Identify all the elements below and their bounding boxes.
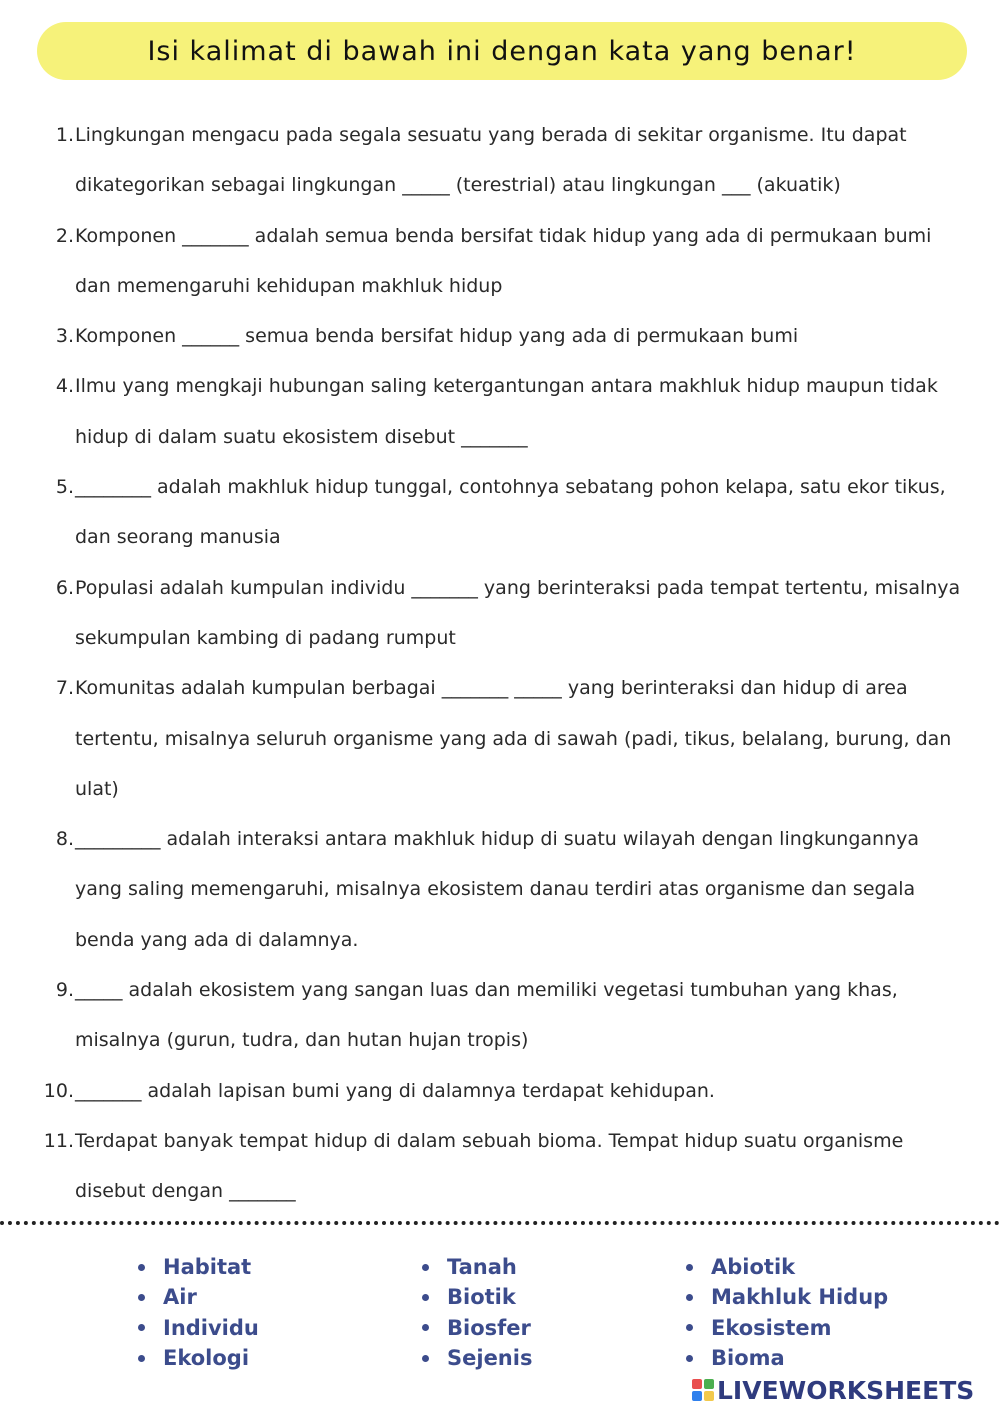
word-bank-word: Bioma <box>711 1345 785 1370</box>
question-text: Komunitas adalah kumpulan berbagai _______ _____ yang berinteraksi dan hidup di area tertentu, misalnya seluruh organisme yang ada di sawah (padi, tikus, belalang, burung, dan ulat) <box>75 677 952 800</box>
word-bank-item <box>138 1252 259 1282</box>
question-text: Lingkungan mengacu pada segala sesuatu yang berada di sekitar organisme. Itu dapat dikategorikan sebagai lingkungan _____ (terestrial) atau lingkungan ___ (akuatik) <box>75 124 907 197</box>
question-number: 5. <box>55 476 74 499</box>
dotted-divider <box>0 1221 1000 1225</box>
title-banner <box>37 22 967 80</box>
question-item <box>40 311 970 361</box>
liveworksheets-logo <box>692 1374 974 1406</box>
bullet-icon <box>686 1324 693 1331</box>
bullet-icon <box>138 1264 145 1271</box>
question-number: 8. <box>55 828 74 851</box>
question-number: 4. <box>55 375 74 398</box>
question-item <box>40 563 970 664</box>
word-bank-column <box>686 1252 888 1373</box>
question-text: _______ adalah lapisan bumi yang di dalamnya terdapat kehidupan. <box>75 1079 715 1102</box>
word-bank-item <box>686 1252 888 1282</box>
word-bank-item <box>686 1343 888 1373</box>
word-bank-word: Abiotik <box>711 1255 796 1279</box>
page-title: Isi kalimat di bawah ini dengan kata yang benar! <box>147 35 857 67</box>
word-bank-word: Air <box>163 1285 197 1310</box>
question-text: _________ adalah interaksi antara makhluk hidup di suatu wilayah dengan lingkungannya yang saling memengaruhi, misalnya ekosistem danau terdiri atas organisme dan segala benda yang ada di dalamnya. <box>75 828 919 951</box>
question-item <box>40 663 970 814</box>
question-item <box>40 965 970 1066</box>
question-item <box>40 110 970 211</box>
word-bank-item <box>422 1252 532 1282</box>
question-text: Komponen _______ adalah semua benda bersifat tidak hidup yang ada di permukaan bumi dan memengaruhi kehidupan makhluk hidup <box>75 224 932 297</box>
question-text: Ilmu yang mengkaji hubungan saling ketergantungan antara makhluk hidup maupun tidak hidup di dalam suatu ekosistem disebut _______ <box>75 375 938 448</box>
question-item <box>40 814 970 965</box>
question-number: 11. <box>43 1129 74 1152</box>
question-text: Terdapat banyak tempat hidup di dalam sebuah bioma. Tempat hidup suatu organisme disebut dengan _______ <box>75 1129 904 1203</box>
word-bank-item <box>422 1343 532 1373</box>
question-number: 1. <box>55 124 74 146</box>
bullet-icon <box>138 1355 145 1362</box>
bullet-icon <box>138 1294 145 1301</box>
logo-mark-icon <box>692 1379 714 1401</box>
word-bank-item <box>686 1282 888 1312</box>
question-number: 9. <box>55 979 74 1002</box>
bullet-icon <box>686 1294 693 1301</box>
question-number: 3. <box>55 325 74 348</box>
question-item <box>40 211 970 312</box>
word-bank-item <box>422 1313 532 1343</box>
question-number: 6. <box>55 576 74 599</box>
question-list <box>40 110 970 1217</box>
question-text: Komponen ______ semua benda bersifat hidup yang ada di permukaan bumi <box>75 325 799 348</box>
logo-text: LIVEWORKSHEETS <box>717 1375 975 1405</box>
bullet-icon <box>686 1264 693 1271</box>
word-bank-item <box>422 1282 532 1312</box>
word-bank-item <box>138 1313 259 1343</box>
question-text: Populasi adalah kumpulan individu _______ yang berinteraksi pada tempat tertentu, misalnya sekumpulan kambing di padang rumput <box>75 576 961 649</box>
question-item <box>40 1116 970 1217</box>
question-number: 7. <box>55 677 74 700</box>
word-bank-word: Ekologi <box>163 1345 250 1370</box>
word-bank-word: Sejenis <box>447 1345 533 1370</box>
word-bank <box>0 1252 1000 1382</box>
word-bank-item <box>686 1313 888 1343</box>
question-number: 10. <box>43 1079 74 1102</box>
word-bank-column <box>138 1252 259 1373</box>
question-item <box>40 1066 970 1116</box>
word-bank-column <box>422 1252 532 1373</box>
bullet-icon <box>422 1355 429 1362</box>
question-number: 2. <box>55 224 74 247</box>
word-bank-word: Habitat <box>163 1255 252 1279</box>
bullet-icon <box>686 1355 693 1362</box>
word-bank-word: Biotik <box>447 1285 516 1310</box>
bullet-icon <box>422 1324 429 1331</box>
question-text: _____ adalah ekosistem yang sangan luas dan memiliki vegetasi tumbuhan yang khas, misalnya (gurun, tudra, dan hutan hujan tropis) <box>75 979 898 1052</box>
bullet-icon <box>422 1294 429 1301</box>
word-bank-word: Tanah <box>447 1255 517 1279</box>
question-item <box>40 361 970 462</box>
word-bank-item <box>138 1343 259 1373</box>
word-bank-word: Individu <box>163 1315 259 1340</box>
word-bank-item <box>138 1282 259 1312</box>
word-bank-word: Biosfer <box>447 1315 531 1340</box>
bullet-icon <box>422 1264 429 1271</box>
word-bank-word: Ekosistem <box>711 1315 832 1340</box>
bullet-icon <box>138 1324 145 1331</box>
word-bank-word: Makhluk Hidup <box>711 1285 889 1310</box>
question-item <box>40 462 970 563</box>
question-text: ________ adalah makhluk hidup tunggal, contohnya sebatang pohon kelapa, satu ekor tikus, dan seorang manusia <box>75 476 946 549</box>
